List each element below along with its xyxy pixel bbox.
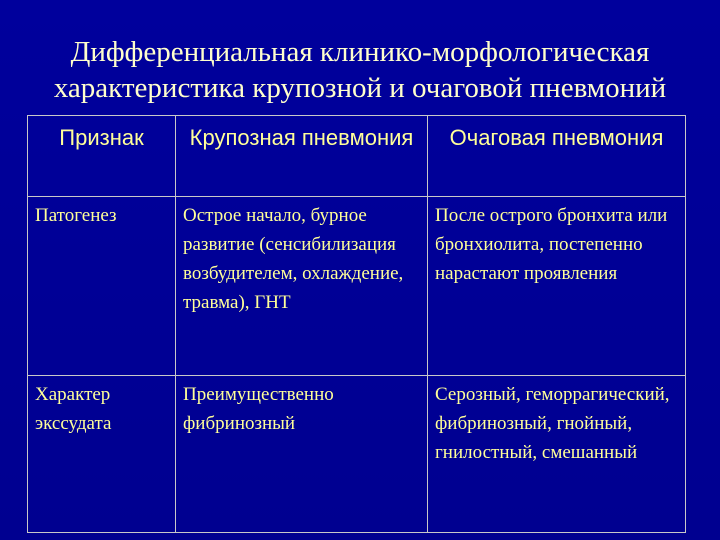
header-feature: Признак <box>28 116 176 197</box>
cell-feature: Характер экссудата <box>28 376 176 533</box>
slide-title <box>0 34 720 106</box>
cell-focal: После острого бронхита или бронхиолита, постепенно нарастают проявления <box>428 197 686 376</box>
cell-feature: Патогенез <box>28 197 176 376</box>
header-lobar-pneumonia: Крупозная пневмония <box>176 116 428 197</box>
cell-lobar: Преимущественно фибринозный <box>176 376 428 533</box>
slide-title-line-1: Дифференциальная клинико-морфологическая <box>70 36 650 68</box>
cell-lobar: Острое начало, бурное развитие (сенсибилизация возбудителем, охлаждение, травма), ГНТ <box>176 197 428 376</box>
cell-focal: Серозный, геморрагический, фибринозный, гнойный, гнилостный, смешанный <box>428 376 686 533</box>
comparison-table <box>27 115 686 533</box>
table-header-row <box>28 116 686 197</box>
header-focal-pneumonia: Очаговая пневмония <box>428 116 686 197</box>
slide-title-line-2: характеристика крупозной и очаговой пневмоний <box>53 72 667 104</box>
table-row <box>28 197 686 376</box>
table-row <box>28 376 686 533</box>
